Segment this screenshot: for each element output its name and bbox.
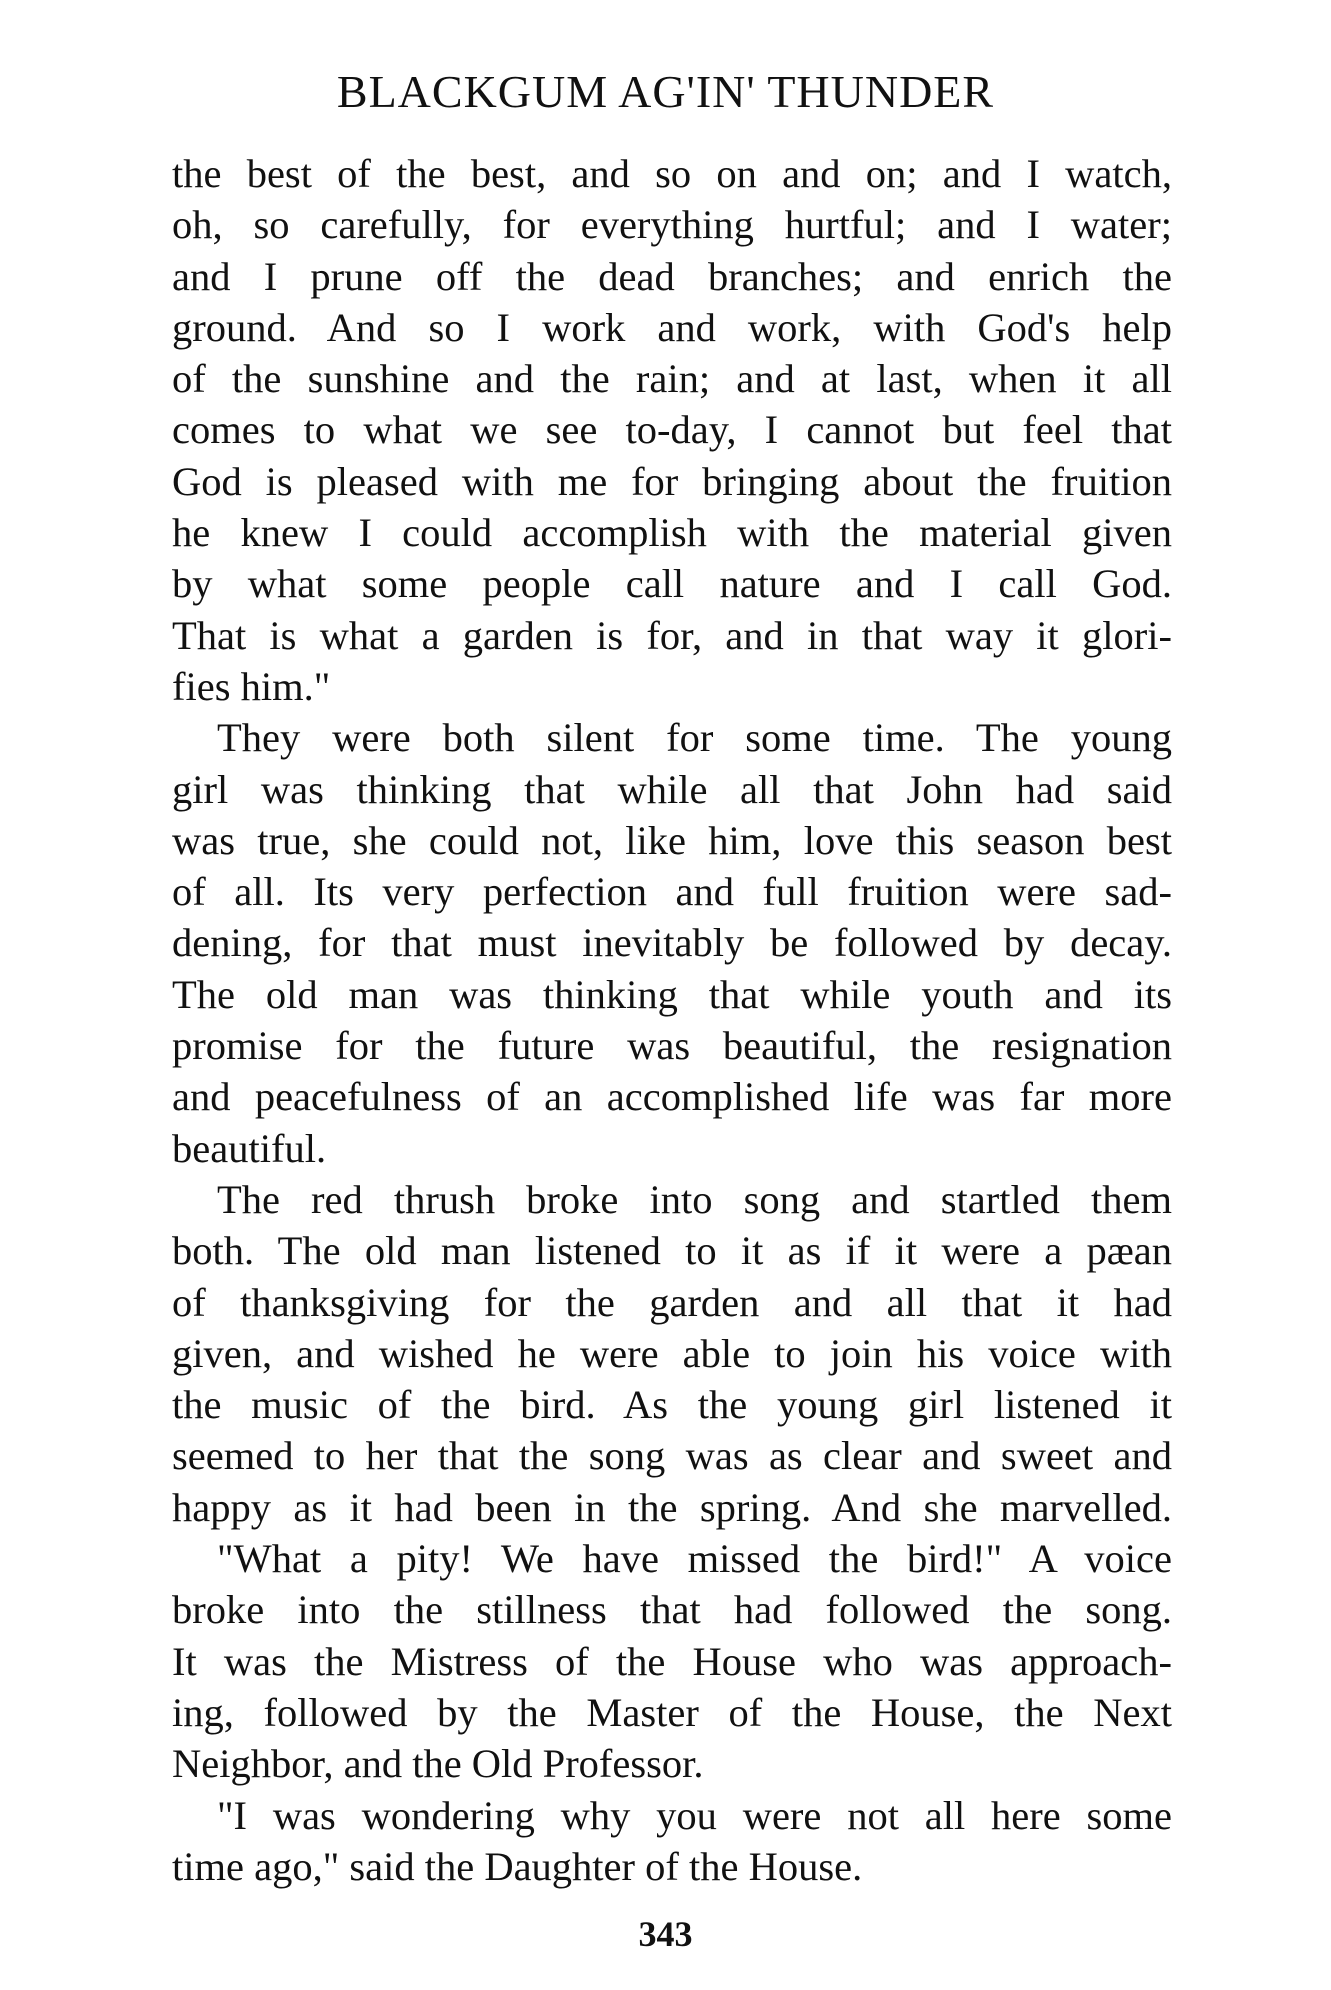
text-line: by what some people call nature and I call God. — [172, 561, 1172, 607]
text-line: The old man was thinking that while youth and its — [172, 971, 1172, 1017]
paragraph — [172, 1174, 1172, 1533]
text-line: and peacefulness of an accomplished life was far more — [172, 1074, 1172, 1120]
text-line: The red thrush broke into song and startled them — [217, 1176, 1172, 1222]
paragraph — [172, 1533, 1172, 1789]
text-line: was true, she could not, like him, love this season best — [172, 817, 1172, 863]
paragraph — [172, 1790, 1172, 1893]
text-line: That is what a garden is for, and in that way it glori- — [172, 612, 1172, 658]
text-line: dening, for that must inevitably be followed by decay. — [172, 920, 1172, 966]
text-line: Neighbor, and the Old Professor. — [172, 1741, 704, 1787]
text-line: ing, followed by the Master of the House, the Next — [172, 1689, 1172, 1735]
page-number: 343 — [638, 1914, 693, 1954]
paragraph — [172, 148, 1172, 712]
text-line: given, and wished he were able to join his voice with — [172, 1330, 1172, 1376]
text-line: God is pleased with me for bringing about the fruition — [172, 458, 1172, 504]
text-line: the music of the bird. As the young girl listened it — [172, 1382, 1172, 1428]
text-line: of all. Its very perfection and full fruition were sad- — [172, 869, 1172, 915]
body-text — [172, 148, 1172, 1892]
text-line: and I prune off the dead branches; and enrich the — [172, 253, 1172, 299]
paragraph — [172, 712, 1172, 1174]
text-line: They were both silent for some time. The young — [217, 715, 1172, 761]
text-line: girl was thinking that while all that John had said — [172, 766, 1172, 812]
text-line: "I was wondering why you were not all here some — [217, 1792, 1172, 1838]
text-line: oh, so carefully, for everything hurtful; and I water; — [172, 202, 1172, 248]
text-line: It was the Mistress of the House who was approach- — [172, 1638, 1172, 1684]
text-line: of the sunshine and the rain; and at last, when it all — [172, 356, 1172, 402]
text-line: ground. And so I work and work, with God's help — [172, 304, 1172, 350]
text-line: seemed to her that the song was as clear and sweet and — [172, 1433, 1172, 1479]
text-line: promise for the future was beautiful, the resignation — [172, 1023, 1172, 1069]
text-line: the best of the best, and so on and on; and I watch, — [172, 151, 1172, 196]
text-line: fies him." — [172, 663, 331, 709]
text-line: of thanksgiving for the garden and all that it had — [172, 1279, 1172, 1325]
text-line: both. The old man listened to it as if it were a pæan — [172, 1228, 1172, 1274]
text-line: "What a pity! We have missed the bird!" A voice — [217, 1536, 1172, 1582]
running-head-title: BLACKGUM AG'IN' THUNDER — [336, 66, 995, 117]
text-line: happy as it had been in the spring. And she marvelled. — [172, 1484, 1172, 1530]
text-line: time ago," said the Daughter of the House. — [172, 1843, 863, 1889]
text-line: he knew I could accomplish with the material given — [172, 510, 1172, 556]
text-line: comes to what we see to-day, I cannot but feel that — [172, 407, 1172, 453]
text-line: beautiful. — [172, 1125, 327, 1171]
text-line: broke into the stillness that had followed the song. — [172, 1587, 1172, 1633]
